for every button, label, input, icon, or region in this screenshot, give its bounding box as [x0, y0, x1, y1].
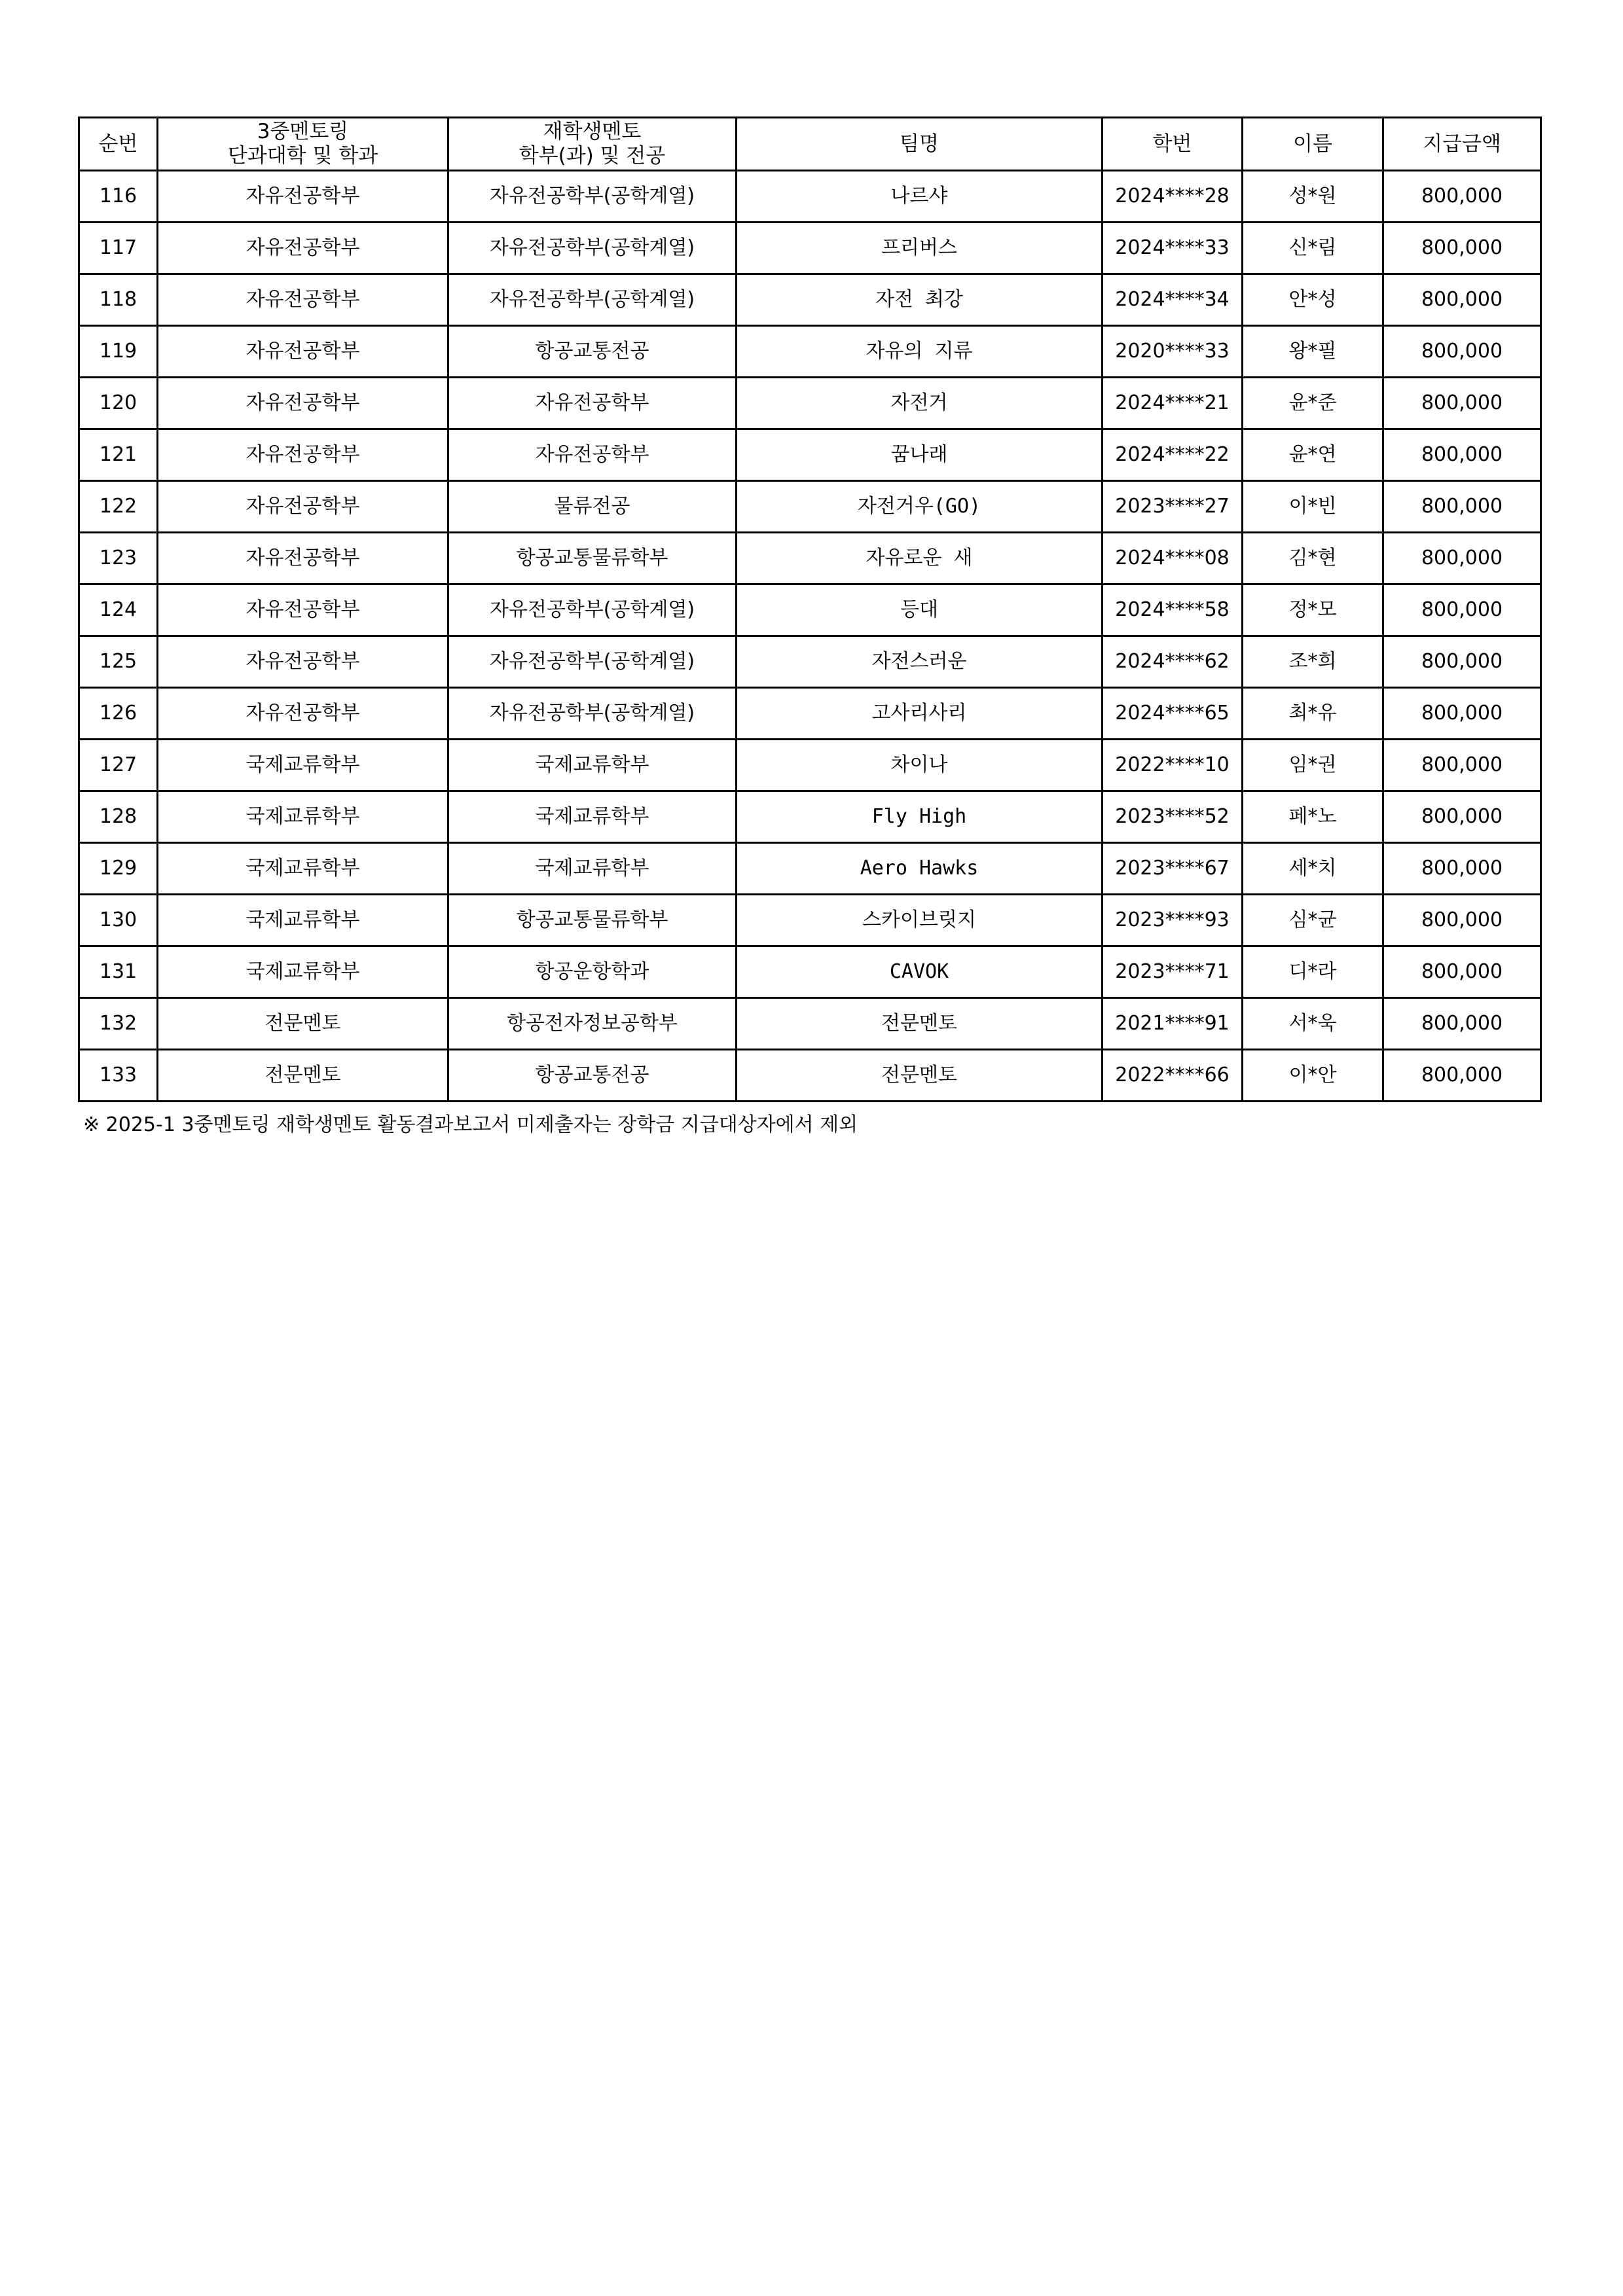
table-row [79, 1050, 1541, 1102]
cell-name: 신*림 [1243, 223, 1383, 274]
cell-team: 등대 [737, 584, 1103, 636]
cell-major: 물류전공 [448, 481, 737, 533]
cell-seq: 119 [79, 326, 158, 378]
cell-student-id: 2024****62 [1103, 636, 1243, 688]
header-mentor-line1: 재학생멘토 [543, 120, 642, 143]
cell-team: 프리버스 [737, 223, 1103, 274]
header-mentor-line2: 학부(과) 및 전공 [519, 144, 666, 168]
header-mentee-college [158, 118, 448, 171]
cell-team: 차이나 [737, 740, 1103, 791]
cell-team: 자유의 지류 [737, 326, 1103, 378]
cell-major: 자유전공학부(공학계열) [448, 688, 737, 740]
cell-amount: 800,000 [1383, 429, 1541, 481]
cell-team: 자전 최강 [737, 274, 1103, 326]
cell-college: 자유전공학부 [158, 688, 448, 740]
cell-team: Fly High [737, 791, 1103, 843]
cell-seq: 123 [79, 533, 158, 584]
cell-amount: 800,000 [1383, 998, 1541, 1050]
cell-college: 전문멘토 [158, 1050, 448, 1102]
cell-student-id: 2023****71 [1103, 946, 1243, 998]
cell-team: 스카이브릿지 [737, 895, 1103, 946]
cell-seq: 120 [79, 378, 158, 429]
cell-college: 국제교류학부 [158, 843, 448, 895]
cell-amount: 800,000 [1383, 895, 1541, 946]
cell-amount: 800,000 [1383, 326, 1541, 378]
header-amount: 지급금액 [1383, 118, 1541, 171]
cell-college: 자유전공학부 [158, 326, 448, 378]
cell-college: 전문멘토 [158, 998, 448, 1050]
cell-amount: 800,000 [1383, 171, 1541, 223]
cell-amount: 800,000 [1383, 533, 1541, 584]
cell-student-id: 2024****33 [1103, 223, 1243, 274]
table-row [79, 636, 1541, 688]
cell-seq: 127 [79, 740, 158, 791]
cell-seq: 129 [79, 843, 158, 895]
cell-student-id: 2024****28 [1103, 171, 1243, 223]
cell-college: 자유전공학부 [158, 481, 448, 533]
cell-team: 나르샤 [737, 171, 1103, 223]
table-row [79, 791, 1541, 843]
table-row [79, 946, 1541, 998]
cell-amount: 800,000 [1383, 378, 1541, 429]
cell-seq: 126 [79, 688, 158, 740]
table-row [79, 429, 1541, 481]
table-row [79, 378, 1541, 429]
header-student-id: 학번 [1103, 118, 1243, 171]
cell-seq: 121 [79, 429, 158, 481]
header-seq: 순번 [79, 118, 158, 171]
cell-amount: 800,000 [1383, 223, 1541, 274]
cell-name: 디*라 [1243, 946, 1383, 998]
cell-major: 국제교류학부 [448, 740, 737, 791]
cell-name: 안*성 [1243, 274, 1383, 326]
cell-name: 성*원 [1243, 171, 1383, 223]
cell-major: 항공전자정보공학부 [448, 998, 737, 1050]
cell-name: 조*희 [1243, 636, 1383, 688]
table-row [79, 274, 1541, 326]
cell-amount: 800,000 [1383, 481, 1541, 533]
table-row [79, 688, 1541, 740]
cell-name: 세*치 [1243, 843, 1383, 895]
cell-major: 자유전공학부(공학계열) [448, 223, 737, 274]
cell-college: 자유전공학부 [158, 223, 448, 274]
cell-college: 국제교류학부 [158, 740, 448, 791]
cell-team: 자유로운 새 [737, 533, 1103, 584]
header-team: 팀명 [737, 118, 1103, 171]
header-mentee-line2: 단과대학 및 학과 [227, 144, 378, 168]
cell-name: 윤*연 [1243, 429, 1383, 481]
cell-name: 페*노 [1243, 791, 1383, 843]
cell-team: 전문멘토 [737, 998, 1103, 1050]
cell-name: 왕*필 [1243, 326, 1383, 378]
cell-name: 김*현 [1243, 533, 1383, 584]
cell-amount: 800,000 [1383, 274, 1541, 326]
cell-student-id: 2022****10 [1103, 740, 1243, 791]
cell-major: 항공교통물류학부 [448, 533, 737, 584]
cell-student-id: 2020****33 [1103, 326, 1243, 378]
cell-name: 임*권 [1243, 740, 1383, 791]
cell-student-id: 2021****91 [1103, 998, 1243, 1050]
cell-student-id: 2023****52 [1103, 791, 1243, 843]
cell-college: 자유전공학부 [158, 378, 448, 429]
cell-major: 항공교통물류학부 [448, 895, 737, 946]
cell-major: 항공교통전공 [448, 1050, 737, 1102]
table-row [79, 481, 1541, 533]
cell-student-id: 2024****08 [1103, 533, 1243, 584]
cell-college: 자유전공학부 [158, 584, 448, 636]
cell-seq: 128 [79, 791, 158, 843]
footnote: ※ 2025-1 3중멘토링 재학생멘토 활동결과보고서 미제출자는 장학금 지급대상자에서 제외 [83, 1113, 858, 1136]
document-sheet [78, 117, 1540, 1102]
cell-amount: 800,000 [1383, 791, 1541, 843]
cell-major: 자유전공학부(공학계열) [448, 636, 737, 688]
cell-name: 윤*준 [1243, 378, 1383, 429]
cell-student-id: 2023****27 [1103, 481, 1243, 533]
cell-amount: 800,000 [1383, 1050, 1541, 1102]
cell-college: 자유전공학부 [158, 274, 448, 326]
cell-name: 서*욱 [1243, 998, 1383, 1050]
cell-name: 심*균 [1243, 895, 1383, 946]
cell-amount: 800,000 [1383, 740, 1541, 791]
cell-name: 최*유 [1243, 688, 1383, 740]
cell-student-id: 2024****34 [1103, 274, 1243, 326]
table-row [79, 533, 1541, 584]
cell-student-id: 2023****93 [1103, 895, 1243, 946]
cell-seq: 124 [79, 584, 158, 636]
cell-amount: 800,000 [1383, 843, 1541, 895]
cell-major: 자유전공학부(공학계열) [448, 171, 737, 223]
cell-seq: 122 [79, 481, 158, 533]
cell-seq: 133 [79, 1050, 158, 1102]
cell-team: 자전거 [737, 378, 1103, 429]
cell-seq: 131 [79, 946, 158, 998]
cell-college: 국제교류학부 [158, 895, 448, 946]
cell-college: 자유전공학부 [158, 636, 448, 688]
cell-student-id: 2024****22 [1103, 429, 1243, 481]
header-name: 이름 [1243, 118, 1383, 171]
header-mentee-line1: 3중멘토링 [257, 120, 349, 143]
cell-major: 자유전공학부(공학계열) [448, 584, 737, 636]
table-row [79, 895, 1541, 946]
cell-seq: 125 [79, 636, 158, 688]
cell-major: 국제교류학부 [448, 791, 737, 843]
cell-team: CAVOK [737, 946, 1103, 998]
cell-team: 고사리사리 [737, 688, 1103, 740]
cell-major: 자유전공학부 [448, 378, 737, 429]
cell-major: 자유전공학부(공학계열) [448, 274, 737, 326]
cell-name: 정*모 [1243, 584, 1383, 636]
cell-team: 자전거우(GO) [737, 481, 1103, 533]
cell-student-id: 2024****65 [1103, 688, 1243, 740]
cell-amount: 800,000 [1383, 688, 1541, 740]
cell-major: 항공교통전공 [448, 326, 737, 378]
table-row [79, 223, 1541, 274]
cell-amount: 800,000 [1383, 584, 1541, 636]
cell-amount: 800,000 [1383, 946, 1541, 998]
cell-college: 자유전공학부 [158, 171, 448, 223]
cell-name: 이*빈 [1243, 481, 1383, 533]
cell-seq: 118 [79, 274, 158, 326]
table-row [79, 998, 1541, 1050]
header-mentor-major [448, 118, 737, 171]
scholarship-table [78, 117, 1542, 1102]
cell-team: 전문멘토 [737, 1050, 1103, 1102]
cell-seq: 117 [79, 223, 158, 274]
cell-major: 국제교류학부 [448, 843, 737, 895]
cell-major: 자유전공학부 [448, 429, 737, 481]
cell-student-id: 2023****67 [1103, 843, 1243, 895]
table-row [79, 584, 1541, 636]
table-header [79, 118, 1541, 171]
table-row [79, 326, 1541, 378]
cell-college: 자유전공학부 [158, 533, 448, 584]
table-row [79, 171, 1541, 223]
cell-name: 이*안 [1243, 1050, 1383, 1102]
cell-student-id: 2024****58 [1103, 584, 1243, 636]
cell-college: 국제교류학부 [158, 946, 448, 998]
cell-college: 국제교류학부 [158, 791, 448, 843]
table-row [79, 843, 1541, 895]
cell-major: 항공운항학과 [448, 946, 737, 998]
cell-seq: 116 [79, 171, 158, 223]
table-row [79, 740, 1541, 791]
header-row [79, 118, 1541, 171]
cell-student-id: 2022****66 [1103, 1050, 1243, 1102]
cell-team: Aero Hawks [737, 843, 1103, 895]
cell-team: 자전스러운 [737, 636, 1103, 688]
cell-team: 꿈나래 [737, 429, 1103, 481]
cell-seq: 130 [79, 895, 158, 946]
cell-amount: 800,000 [1383, 636, 1541, 688]
cell-student-id: 2024****21 [1103, 378, 1243, 429]
cell-college: 자유전공학부 [158, 429, 448, 481]
cell-seq: 132 [79, 998, 158, 1050]
table-body [79, 171, 1541, 1102]
